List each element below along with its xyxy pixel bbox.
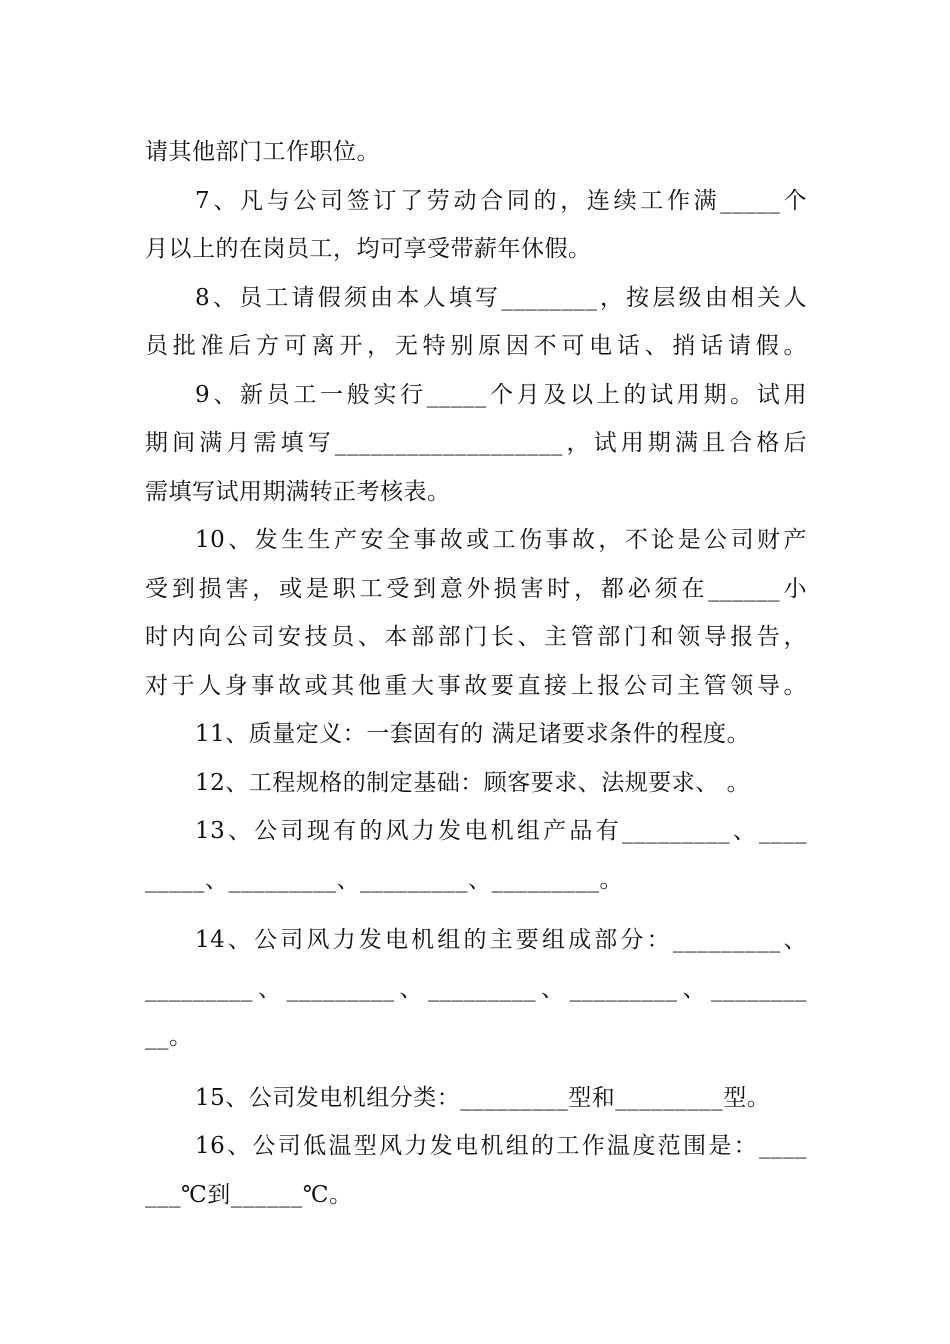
text-line-item-16-cont: ___℃到______℃。 [145,1181,353,1208]
text-line-item-9-cont-2: 需填写试用期满转正考核表。 [145,478,451,505]
text-line-item-15: 15、公司发电机组分类：_________型和_________型。 [195,1084,771,1111]
text-line-item-14-cont-2: __。 [145,1024,193,1050]
text-line-item-8-cont: 员批准后方可离开，无特别原因不可电话、捎话请假。 [145,333,807,359]
paragraph-gap [145,904,807,916]
text-line-item-10-cont-3: 对于人身事故或其他重大事故要直接上报公司主管领导。 [145,672,807,699]
text-line-item-13-cont: _____、_________、_________、_________。 [145,866,623,893]
text-line-item-16: 16、公司低温型风力发电机组的工作温度范围是：____ [195,1133,807,1159]
text-line-item-14-cont-1: _________、_________、_________、_________、________ [145,975,807,1002]
text-line-item-12: 12、工程规格的制定基础：顾客要求、法规要求、 。 [195,769,751,796]
text-line-item-7-cont: 月以上的在岗员工，均可享受带薪年休假。 [145,236,592,262]
text-line-item-10-cont-1: 受到损害，或是职工受到意外损害时，都必须在______小 [145,575,807,602]
text-line-continuation-6: 请其他部门工作职位。 [145,139,380,165]
text-line-item-10-cont-2: 时内向公司安技员、本部部门长、主管部门和领导报告， [145,624,807,650]
document-body [145,128,807,1219]
text-line-item-10: 10、发生生产安全事故或工伤事故，不论是公司财产 [195,527,807,553]
text-line-item-9: 9、新员工一般实行_____个月及以上的试用期。试用 [195,381,807,408]
text-line-item-13: 13、公司现有的风力发电机组产品有_________、____ [195,818,807,844]
text-line-item-9-cont-1: 期间满月需填写___________________，试用期满且合格后 [145,430,807,456]
text-line-item-7: 7、凡与公司签订了劳动合同的，连续工作满_____个 [195,187,807,214]
paragraph-gap [145,1062,807,1074]
text-line-item-14: 14、公司风力发电机组的主要组成部分：_________、 [195,927,807,953]
text-line-item-11: 11、质量定义：一套固有的 满足诸要求条件的程度。 [195,721,751,747]
text-line-item-8: 8、员工请假须由本人填写________，按层级由相关人 [195,284,807,311]
